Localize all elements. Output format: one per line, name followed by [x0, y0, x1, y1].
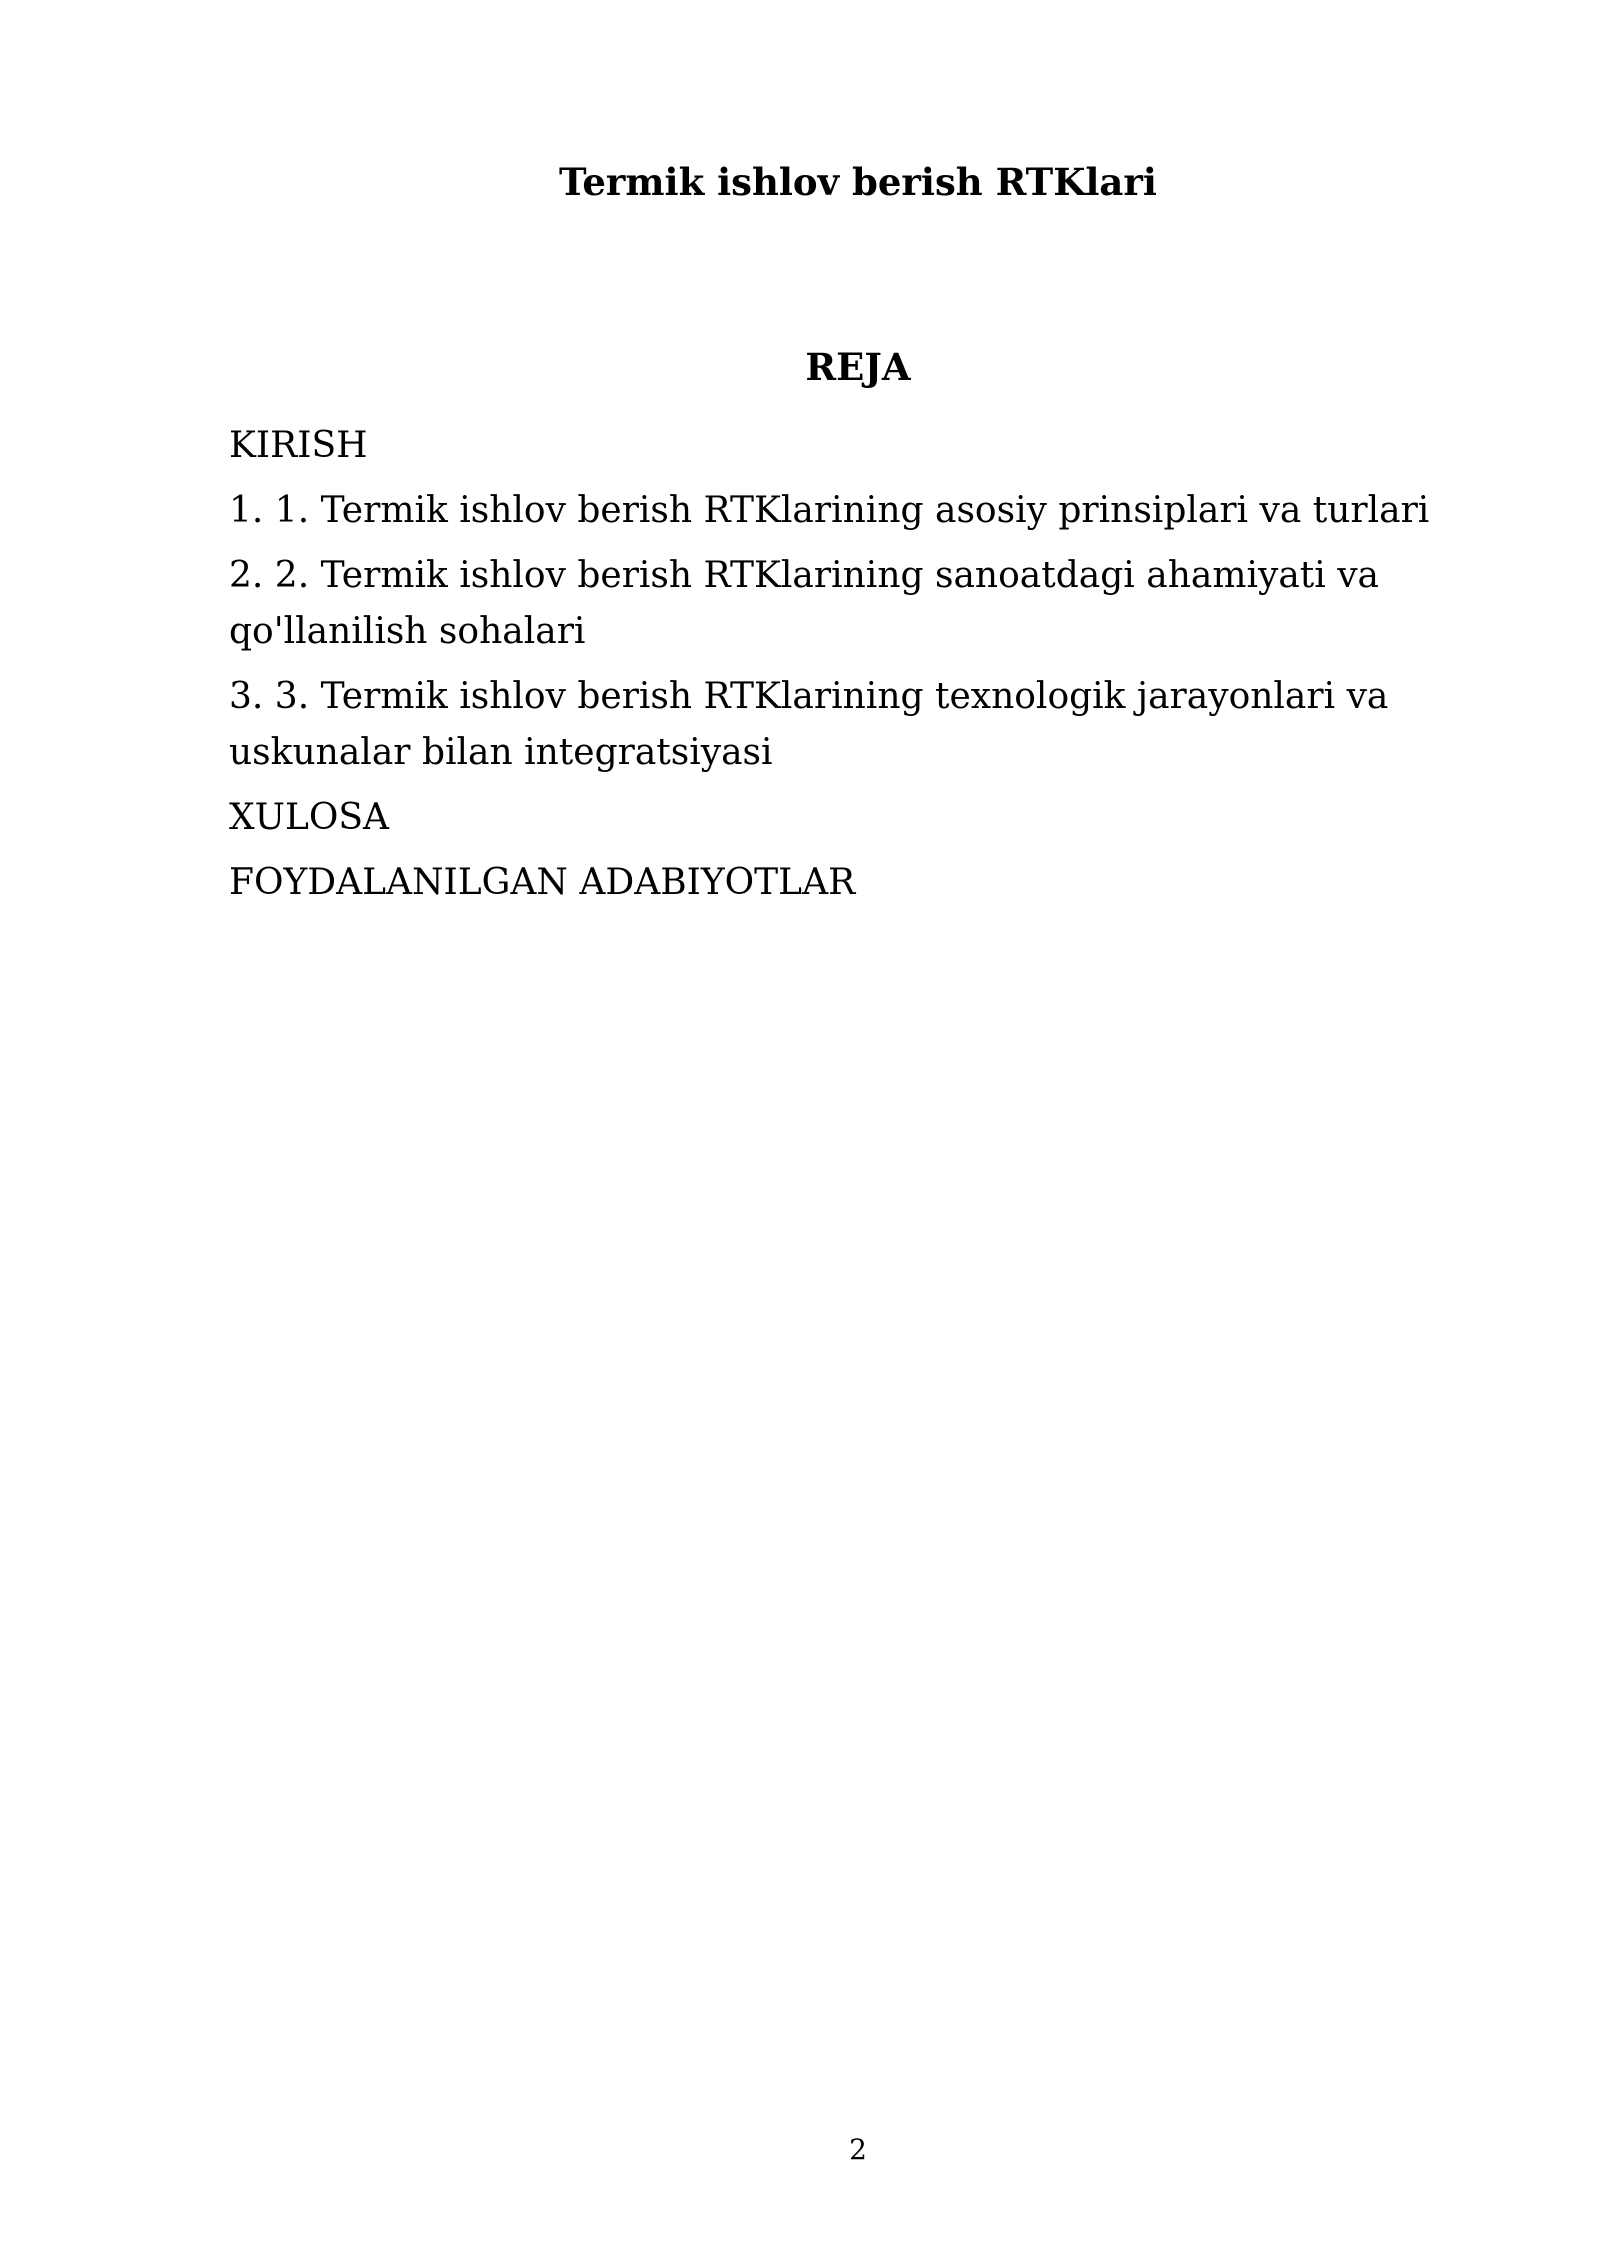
plan-item-3: 3. 3. Termik ishlov berish RTKlarining texnologik jarayonlari va uskunalar bilan integratsiyasi — [229, 676, 1389, 773]
plan-item-conclusion: XULOSA — [229, 797, 390, 838]
plan-item-2: 2. 2. Termik ishlov berish RTKlarining sanoatdagi ahamiyati va qo'llanilish sohalari — [229, 555, 1380, 652]
plan-list — [229, 418, 1499, 920]
document-title: Termik ishlov berish RTKlari — [559, 160, 1157, 204]
plan-heading: REJA — [805, 345, 911, 389]
plan-item-references: FOYDALANILGAN ADABIYOTLAR — [229, 862, 856, 903]
plan-item-introduction: KIRISH — [229, 425, 368, 466]
plan-item-1: 1. 1. Termik ishlov berish RTKlarining asosiy prinsiplari va turlari — [229, 490, 1430, 531]
page-number: 2 — [849, 2133, 867, 2166]
